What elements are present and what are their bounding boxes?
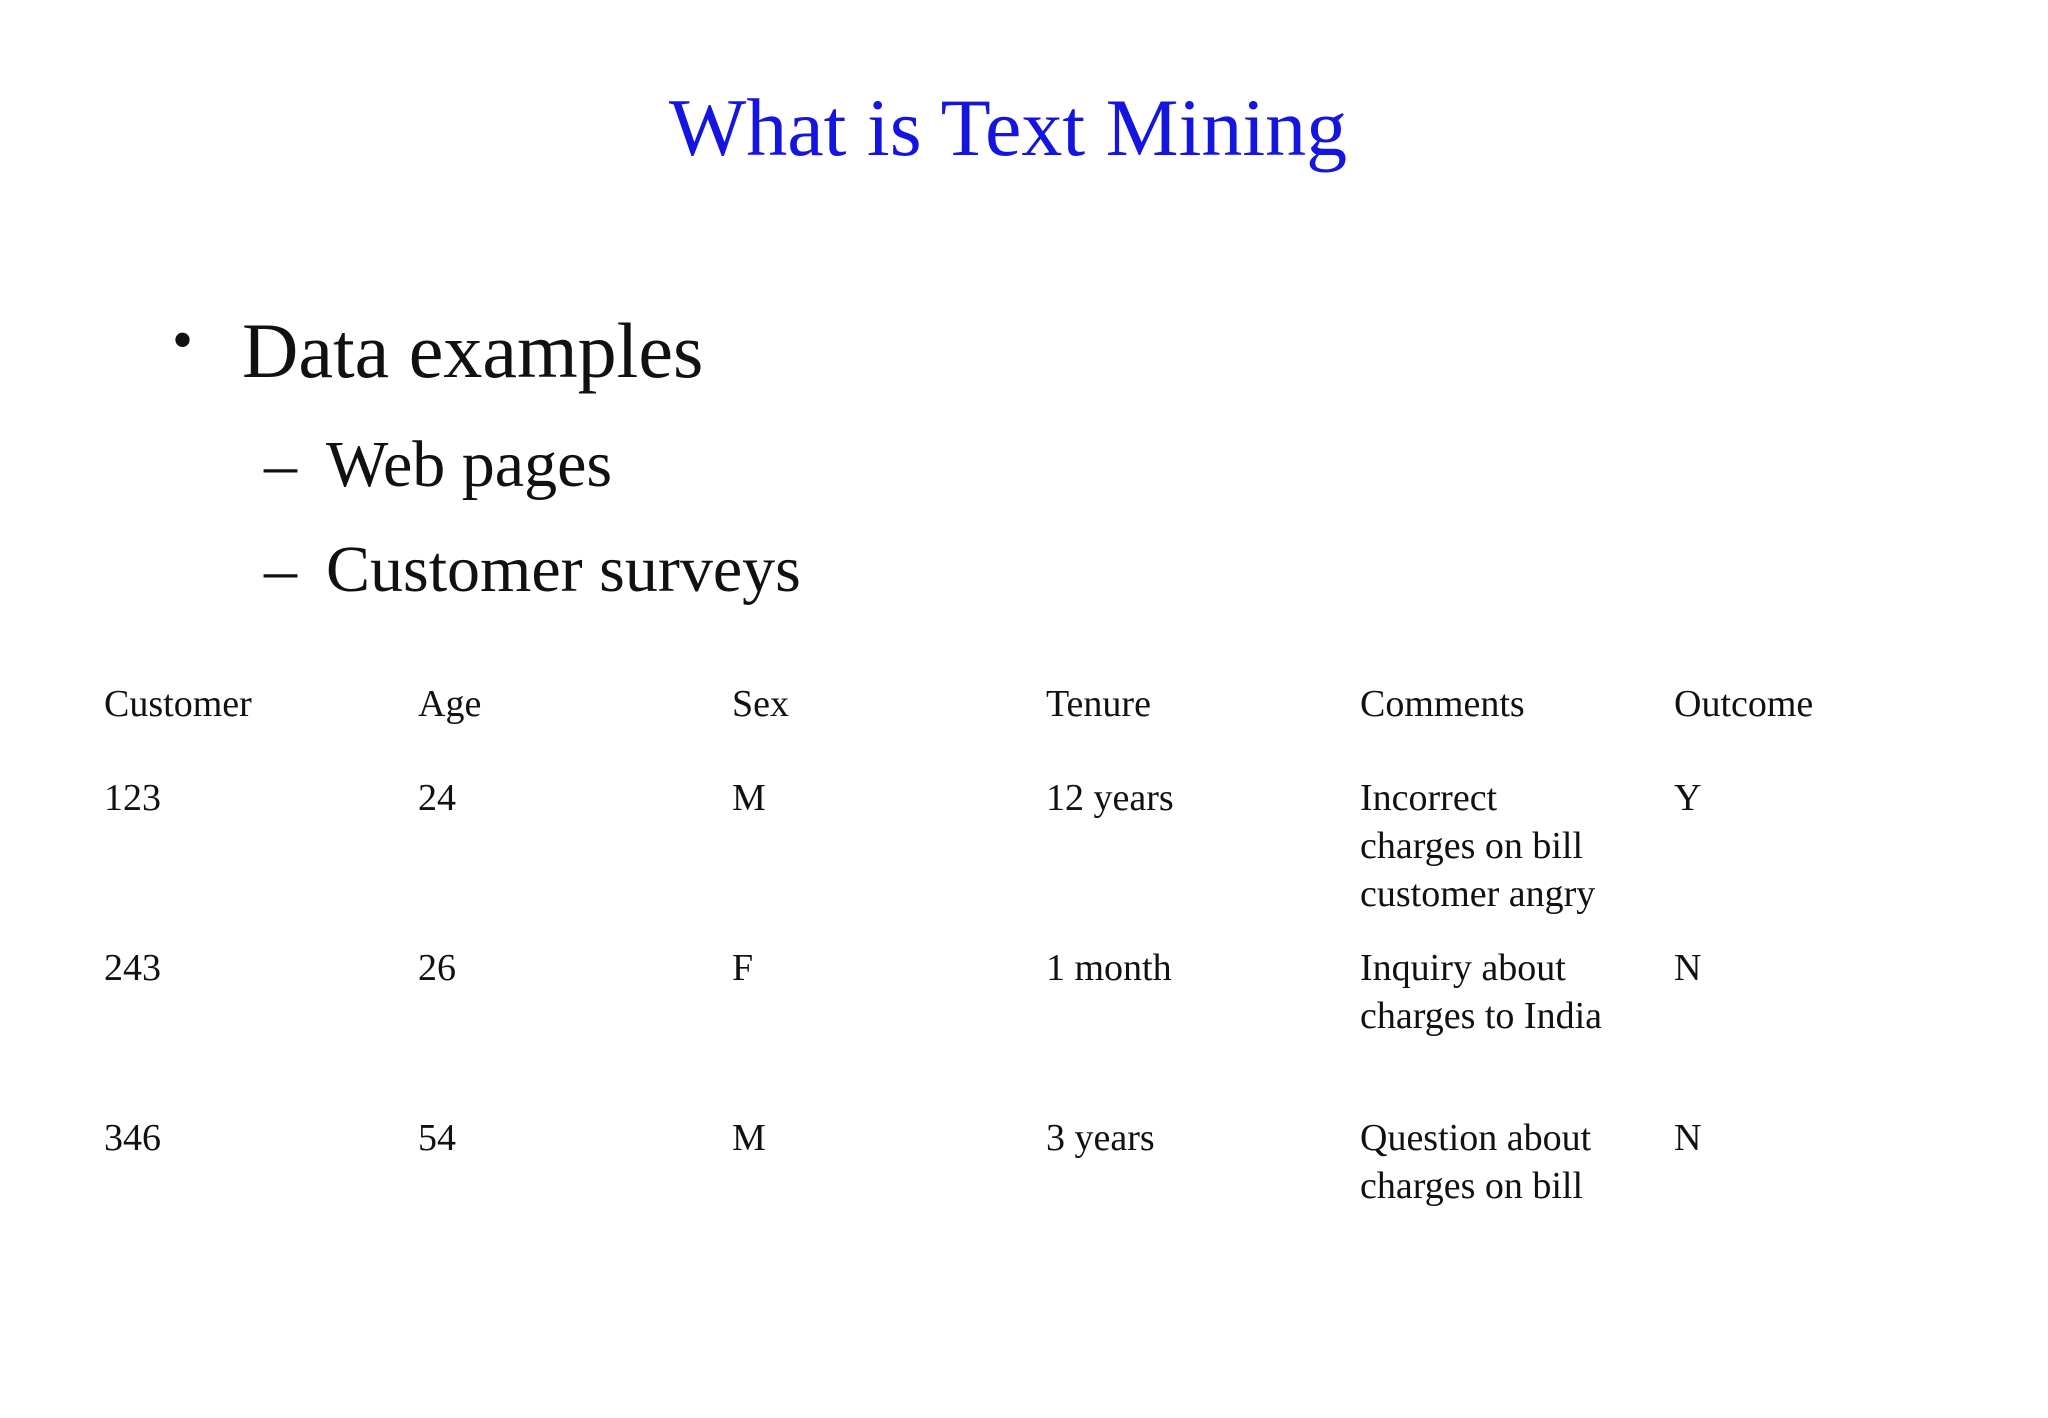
slide-title: What is Text Mining (668, 82, 1348, 173)
cell-outcome: N (1674, 947, 1702, 989)
header-customer: Customer (104, 683, 252, 725)
cell-tenure: 12 years (1046, 777, 1174, 819)
cell-comments: Incorrect charges on bill customer angry (1360, 777, 1596, 915)
cell-customer: 243 (104, 947, 161, 989)
bullet-dot-icon: • (172, 307, 194, 373)
cell-customer: 346 (104, 1117, 161, 1159)
cell-comments: Question about charges on bill (1360, 1117, 1592, 1207)
header-outcome: Outcome (1674, 683, 1814, 725)
table-row (104, 1114, 1894, 1284)
sub-bullet-text: Customer surveys (326, 533, 801, 606)
cell-age: 26 (418, 947, 456, 989)
bullet-text: Data examples (242, 307, 704, 394)
customer-survey-table (104, 680, 1894, 1284)
header-sex: Sex (732, 683, 789, 725)
dash-icon: – (264, 533, 297, 606)
sub-bullet-customer-surveys (264, 530, 801, 610)
header-tenure: Tenure (1046, 683, 1151, 725)
table-header-row (104, 680, 1894, 774)
header-age: Age (418, 683, 482, 725)
cell-age: 24 (418, 777, 456, 819)
cell-tenure: 1 month (1046, 947, 1172, 989)
cell-sex: F (732, 947, 754, 989)
table-row (104, 774, 1894, 944)
bullet-data-examples (172, 305, 703, 397)
cell-sex: M (732, 777, 766, 819)
dash-icon: – (264, 428, 297, 501)
header-comments: Comments (1360, 683, 1525, 725)
cell-tenure: 3 years (1046, 1117, 1155, 1159)
cell-outcome: Y (1674, 777, 1702, 819)
cell-customer: 123 (104, 777, 161, 819)
sub-bullet-text: Web pages (326, 428, 613, 501)
table-row (104, 944, 1894, 1114)
cell-sex: M (732, 1117, 766, 1159)
cell-age: 54 (418, 1117, 456, 1159)
sub-bullet-web-pages (264, 425, 612, 505)
cell-outcome: N (1674, 1117, 1702, 1159)
cell-comments: Inquiry about charges to India (1360, 947, 1602, 1037)
